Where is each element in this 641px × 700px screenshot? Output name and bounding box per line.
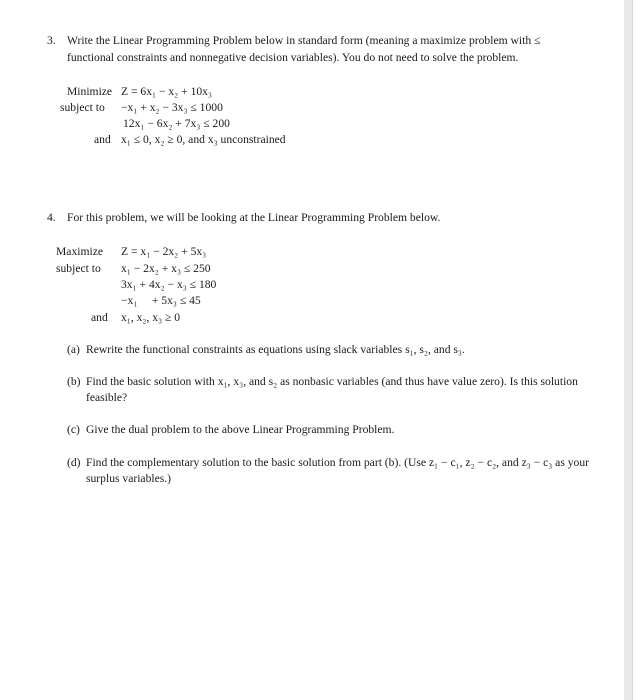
part-c-text: Give the dual problem to the above Linear Programming Problem.	[86, 423, 395, 436]
problem-4-subject-label: subject to	[56, 262, 101, 275]
part-a-label: (a)	[67, 343, 80, 356]
problem-4-constraint-2: 3x₁ + 4x₂ − x₃ ≤ 180	[121, 278, 217, 291]
problem-4-constraint-3: −x₁ + 5x₃ ≤ 45	[121, 294, 201, 307]
problem-3-subject-label: subject to	[60, 101, 105, 114]
problem-3-constraint-2: 12x₁ − 6x₂ + 7x₃ ≤ 200	[123, 117, 230, 130]
problem-4-sign-conditions: x₁, x₂, x₃ ≥ 0	[121, 311, 181, 324]
page-edge-strip	[624, 0, 632, 700]
problem-3-constraint-1: −x₁ + x₂ − 3x₃ ≤ 1000	[121, 101, 223, 114]
part-b-text: Find the basic solution with x₁, x₃, and s₂ as nonbasic variables (and thus have value zero). Is this solution feasible?	[86, 375, 578, 404]
problem-4-objective-label: Maximize	[56, 245, 104, 258]
problem-4-and-label: and	[91, 311, 108, 324]
problem-3-number: 3.	[47, 34, 56, 47]
problem-4-constraint-1: x₁ − 2x₂ + x₃ ≤ 250	[121, 262, 211, 275]
problem-3-sign-conditions: x₁ ≤ 0, x₂ ≥ 0, and x₃ unconstrained	[121, 133, 286, 146]
problem-3-and-label: and	[94, 133, 111, 146]
part-d-label: (d)	[67, 456, 81, 469]
problem-3-objective-label: Minimize	[67, 85, 113, 98]
part-b-label: (b)	[67, 375, 81, 388]
problem-4-number: 4.	[47, 211, 56, 224]
part-c-label: (c)	[67, 423, 80, 436]
problem-4-objective: Z = x₁ − 2x₂ + 5x₃	[121, 245, 207, 258]
part-d-text: Find the complementary solution to the basic solution from part (b). (Use z₁ − c₁, z₂ − c₂, and z₃ − c₃ as your surplus variables.)	[86, 456, 589, 485]
problem-3-objective: Z = 6x₁ − x₂ + 10x₃	[121, 85, 212, 98]
part-a-text: Rewrite the functional constraints as equations using slack variables s₁, s₂, and s₃.	[86, 343, 465, 356]
problem-4-prompt: For this problem, we will be looking at the Linear Programming Problem below.	[67, 211, 441, 224]
problem-3-prompt-line-1: Write the Linear Programming Problem below in standard form (meaning a maximize problem with ≤	[67, 34, 541, 47]
problem-3-prompt-line-2: functional constraints and nonnegative decision variables). You do not need to solve the problem.	[67, 51, 519, 64]
